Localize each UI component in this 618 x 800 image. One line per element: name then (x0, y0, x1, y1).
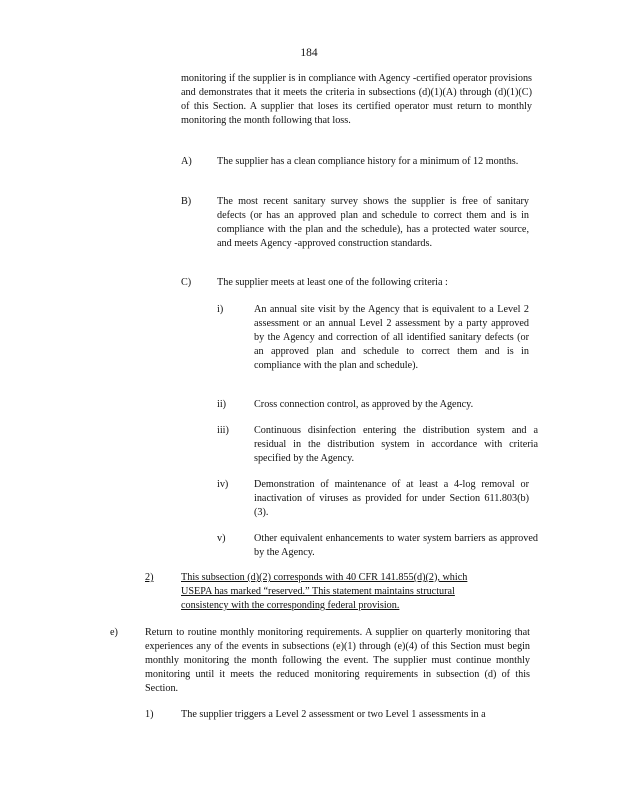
item-a-label: A) (181, 156, 192, 167)
subitem-v-label: v) (217, 533, 226, 544)
item-c-label: C) (181, 277, 192, 288)
subitem-ii-text: Cross connection control, as approved by the Agency. (254, 399, 474, 410)
item-b-text: The most recent sanitary survey shows the supplier is free of sanitary defects (or has an approved plan and schedule to correct them and is in compliance with the plan and the schedule), has a protected water source, and meets Agency -approved construction standards. (217, 196, 529, 249)
subitem-i-text: An annual site visit by the Agency that is equivalent to a Level 2 assessment or an annual Level 2 assessment by a party approved by the Agency and correction of all identified sanitary defects (or an approved plan and schedule to correct them and is in compliance with the plan and schedule). (254, 304, 529, 371)
subitem-iii-text: Continuous disinfection entering the distribution system and a residual in the distribution system in accordance with criteria specified by the Agency. (254, 425, 538, 464)
subitem-i-label: i) (217, 304, 224, 315)
subitem-iv-label: iv) (217, 479, 229, 490)
page-number: 184 (300, 47, 318, 59)
struck-subsection-text (181, 571, 513, 613)
struck-line-1: This subsection (d)(2) corresponds with 40 CFR 141.855(d)(2), which (181, 572, 468, 583)
struck-line-3: consistency with the corresponding federal provision. (181, 600, 400, 611)
intro-paragraph: monitoring if the supplier is in compliance with Agency -certified operator provisions and demonstrates that it meets the criteria in subsections (d)(1)(A) through (d)(1)(C) of this Section. A supplier that loses its certified operator must return to monthly monitoring the month following that loss. (181, 73, 532, 126)
struck-subsection-label: 2) (145, 572, 154, 583)
subitem-ii-label: ii) (217, 399, 227, 410)
e1-label: 1) (145, 709, 154, 720)
struck-line-2: USEPA has marked “reserved.” This statement maintains structural (181, 586, 455, 597)
e1-text: The supplier triggers a Level 2 assessment or two Level 1 assessments in a (181, 709, 486, 720)
subitem-iv-text: Demonstration of maintenance of at least a 4-log removal or inactivation of viruses as provided for under Section 611.803(b)(3). (254, 479, 529, 518)
subitem-iii-label: iii) (217, 425, 229, 436)
item-c-text: The supplier meets at least one of the following criteria : (217, 277, 448, 288)
item-a-text: The supplier has a clean compliance history for a minimum of 12 months. (217, 156, 519, 167)
section-e-label: e) (110, 627, 118, 638)
section-e-text: Return to routine monthly monitoring requirements. A supplier on quarterly monitoring that experiences any of the events in subsections (e)(1) through (e)(4) of this Section must begin monthly monitoring the month following the event. The supplier must continue monthly monitoring until it meets the reduced monitoring requirements in subsection (d) of this Section. (145, 627, 530, 694)
subitem-v-text: Other equivalent enhancements to water system barriers as approved by the Agency. (254, 533, 538, 558)
item-b-label: B) (181, 196, 192, 207)
